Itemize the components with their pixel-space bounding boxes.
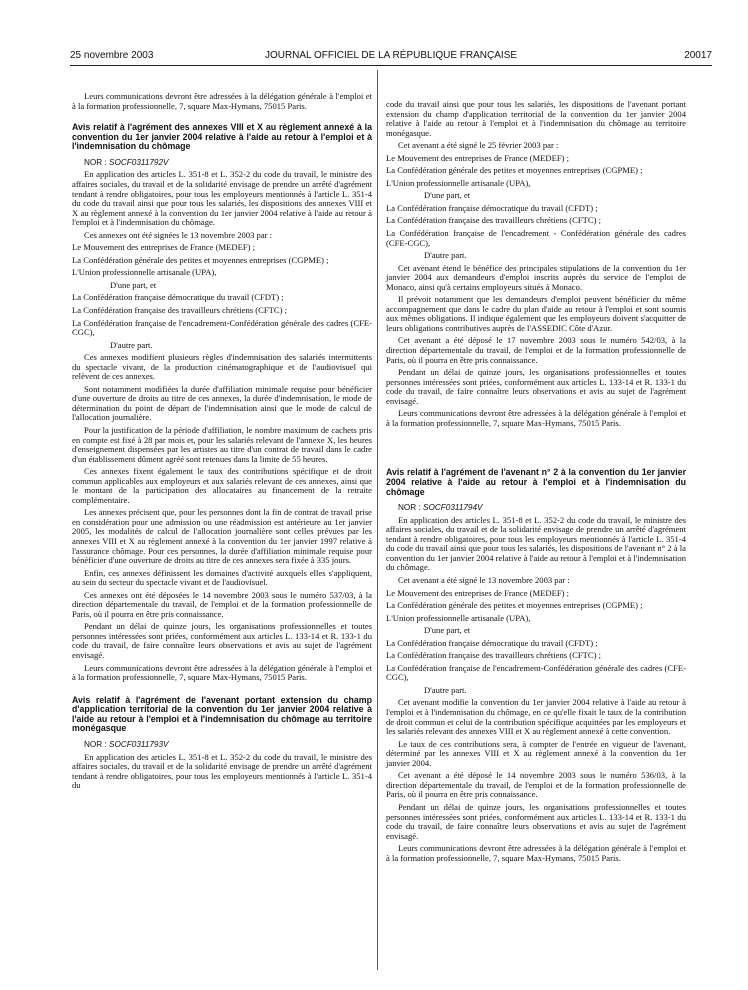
nor-label: NOR :: [84, 740, 107, 750]
signatory: La Confédération française des travailleurs chrétiens (CFTC) ;: [386, 650, 602, 661]
left-column: [72, 92, 372, 794]
paragraph: Le taux de ces contributions sera, à compter de l'entrée en vigueur de l'avenant, déterminé par les annexes VIII et X au règlement annexé à la convention du 1er janvier 2004.: [386, 738, 686, 768]
nor-reference: [386, 503, 686, 513]
signatory: La Confédération générale des petites et moyennes entreprises (CGPME) ;: [72, 254, 329, 265]
signatory: La Confédération générale des petites et moyennes entreprises (CGPME) ;: [386, 600, 643, 611]
paragraph: Pendant un délai de quinze jours, les organisations professionnelles et toutes personnes intéressées sont priées, conformément aux articles L. 133-14 et R. 133-1 du code du travail, de faire connaître leurs observations et avis au sujet de l'agrément envisagé.: [72, 621, 372, 661]
paragraph: Ces annexes ont été signées le 13 novembre 2003 par :: [84, 229, 273, 240]
signatory: La Confédération française démocratique du travail (CFDT) ;: [72, 292, 284, 303]
paragraph: Ces annexes modifient plusieurs règles d'indemnisation des salariés intermittents du spectacle vivant, de la production cinématographique et de l'audiovisuel qui relèvent de ces annexes.: [72, 352, 372, 382]
paragraph: Cet avenant étend le bénéfice des principales stipulations de la convention du 1er janvier 2004 aux demandeurs d'emploi inscrits auprès du service de l'emploi de Monaco, ainsi qu'à certains employeurs situés à Monaco.: [386, 262, 686, 292]
signatory: La Confédération française démocratique du travail (CFDT) ;: [386, 637, 598, 648]
paragraph: Pendant un délai de quinze jours, les organisations professionnelles et toutes personnes intéressées sont priées, conformément aux articles L. 133-14 et R. 133-1 du code du travail, de faire connaître leurs observations et avis au sujet de l'agrément envisagé.: [386, 801, 686, 841]
signatory: La Confédération française de l'encadrement-Confédération générale des cadres (CFE-CGC),: [386, 662, 686, 683]
signatory: La Confédération française des travailleurs chrétiens (CFTC) ;: [386, 215, 602, 226]
party-marker: D'autre part.: [424, 250, 467, 261]
signatory: L'Union professionnelle artisanale (UPA),: [386, 612, 531, 623]
party-marker: D'une part, et: [424, 190, 471, 201]
paragraph: En application des articles L. 351-8 et L. 352-2 du code du travail, le ministre des affaires sociales, du travail et de la solidarité envisage de prendre un arrêté d'agrément tendant à rendre obligatoires, pour tous les employeurs mentionnés à l'article L. 351-4 du code du travail ainsi que pour tous les salariés, les dispositions des annexes VIII et X au règlement annexé à la convention du 1er janvier 2004 relative à l'aide au retour à l'emploi et à l'indemnisation du chômage.: [72, 169, 372, 228]
signatory: La Confédération française de l'encadrement-Confédération générale des cadres (CFE-CGC),: [72, 317, 372, 338]
paragraph: En application des articles L. 351-8 et L. 352-2 du code du travail, le ministre des affaires sociales, du travail et de la solidarité envisage de prendre un arrêté d'agrément tendant à rendre obligatoires, pour tous les employeurs mentionnés à l'article L. 351-4 du: [72, 751, 372, 791]
signatory: La Confédération française démocratique du travail (CFDT) ;: [386, 202, 598, 213]
notice-title: Avis relatif à l'agrément des annexes VIII et X au règlement annexé à la convention du 1er janvier 2004 relative à l'aide au retour à l'emploi et à l'indemnisation du chômage: [72, 122, 372, 152]
paragraph: Cet avenant a été signé le 13 novembre 2003 par :: [398, 575, 570, 586]
paragraph: Cet avenant a été signé le 25 février 2003 par :: [398, 140, 559, 151]
paragraph: Il prévoit notamment que les demandeurs d'emploi peuvent bénéficier du même accompagnement que dans le cadre du plan d'aide au retour à l'emploi et sont soumis aux mêmes obligations. Il indique également que les employeurs doivent s'acquitter de leurs obligations contributives auprès de l'ASSEDIC Côte d'Azur.: [386, 294, 686, 333]
signatory: La Confédération générale des petites et moyennes entreprises (CGPME) ;: [386, 165, 643, 176]
paragraph: Sont notamment modifiées la durée d'affiliation minimale requise pour bénéficier d'une ouverture de droits au titre de ces annexes, la durée d'indemnisation, le mode de détermination du point de départ de l'indemnisation ainsi que le mode de calcul de l'allocation journalière.: [72, 383, 372, 423]
signatory: L'Union professionnelle artisanale (UPA),: [72, 267, 217, 278]
paragraph: Enfin, ces annexes définissent les domaines d'activité auxquels elles s'appliquent, au sein du secteur du spectacle vivant et de l'audiovisuel.: [72, 567, 372, 588]
header-title: JOURNAL OFFICIEL DE LA RÉPUBLIQUE FRANÇAISE: [264, 50, 518, 61]
signatory: Le Mouvement des entreprises de France (MEDEF) ;: [386, 152, 570, 163]
paragraph: Leurs communications devront être adressées à la délégation générale à l'emploi et à la formation professionnelle, 7, square Max-Hymans, 75015 Paris.: [72, 662, 372, 683]
signatory: L'Union professionnelle artisanale (UPA),: [386, 177, 531, 188]
signatory: La Confédération française des travailleurs chrétiens (CFTC) ;: [72, 304, 288, 315]
paragraph: Leurs communications devront être adressées à la délégation générale à l'emploi et à la formation professionnelle, 7, square Max-Hymans, 75015 Paris.: [386, 843, 686, 863]
paragraph: Cet avenant modifie la convention du 1er janvier 2004 relative à l'aide au retour à l'emploi et à l'indemnisation du chômage, en ce qu'elle fixait le taux de la contribution de droit commun et celui de la contribution spécifique acquittées par les employeurs et les salariés relevant des annexes VIII et X au règlement annexé à cette convention.: [386, 697, 686, 737]
signatory: La Confédération française de l'encadrement - Confédération générale des cadres (CFE-CGC),: [386, 228, 686, 248]
paragraph: Ces annexes fixent également le taux des contributions spécifique et de droit commun applicables aux employeurs et aux salariés relevant de ces annexes, ainsi que le montant de la participation des allocataires au financement de la retraite complémentaire.: [72, 466, 372, 505]
paragraph: Pendant un délai de quinze jours, les organisations professionnelles et toutes personnes intéressées sont priées, conformément aux articles L. 133-14 et R. 133-1 du code du travail, de faire connaître leurs observations et avis au sujet de l'agrément envisagé.: [386, 367, 686, 406]
column-divider: [377, 70, 378, 970]
signatory: Le Mouvement des entreprises de France (MEDEF) ;: [386, 587, 570, 598]
nor-code: SOCF0311793V: [109, 740, 169, 750]
paragraph: En application des articles L. 351-8 et L. 352-2 du code du travail, le ministre des affaires sociales, du travail et de la solidarité envisage de prendre un arrêté d'agrément tendant à rendre obligatoires, pour tous les employeurs mentionnés à l'article L. 351-4 du code du travail ainsi que pour tous les salariés, les dispositions de l'avenant n° 2 à la convention du 1er janvier 2004 relative à l'aide au retour à l'emploi et à l'indemnisation du chômage.: [386, 514, 686, 573]
header-rule: [70, 65, 712, 66]
nor-reference: [72, 158, 372, 168]
signatory: Le Mouvement des entreprises de France (MEDEF) ;: [72, 242, 256, 253]
party-marker: D'autre part.: [424, 684, 467, 695]
header-date: 25 novembre 2003: [70, 50, 154, 61]
paragraph: Les annexes précisent que, pour les personnes dont la fin de contrat de travail prise en considération pour une admission ou une réadmission est antérieure au 1er janvier 2005, les modalités de calcul de l'allocation journalière sont celles prévues par les annexes VIII et X au règlement annexé à la convention du 1er janvier 1997 relative à l'assurance chômage. Pour ces personnes, la durée d'affiliation minimale requise pour bénéficier d'une ouverture de droits au titre de ces annexes sera fixée à 335 jours.: [72, 507, 372, 566]
header-page-number: 20017: [684, 50, 712, 61]
party-marker: D'une part, et: [110, 279, 157, 290]
paragraph: Cet avenant a été déposé le 14 novembre 2003 sous le numéro 536/03, à la direction départementale du travail, de l'emploi et de la formation professionnelle de Paris, où il pourra en être pris connaissance.: [386, 770, 686, 800]
nor-reference: [72, 740, 372, 750]
paragraph: Ces annexes ont été déposées le 14 novembre 2003 sous le numéro 537/03, à la direction départementale du travail, de l'emploi et de la formation professionnelle de Paris, où il pourra en être pris connaissance.: [72, 589, 372, 619]
nor-code: SOCF0311792V: [109, 157, 169, 167]
paragraph: code du travail ainsi que pour tous les salariés, les dispositions de l'avenant portant extension du champ d'application territorial de la convention du 1er janvier 2004 relative à l'aide au retour à l'emploi et à l'indemnisation du chômage au territoire monégasque.: [386, 99, 686, 138]
paragraph: Leurs communications devront être adressées à la délégation générale à l'emploi et à la formation professionnelle, 7, square Max-Hymans, 75015 Paris.: [72, 91, 372, 111]
notice-title: Avis relatif à l'agrément de l'avenant portant extension du champ d'application territorial de la convention du 1er janvier 2004 relative à l'aide au retour à l'emploi et à l'indemnisation du chômage au territoire monégasque: [72, 694, 372, 734]
page-header: [70, 50, 712, 64]
party-marker: D'une part, et: [424, 625, 471, 636]
paragraph: Pour la justification de la période d'affiliation, le nombre maximum de cachets pris en compte est fixé à 28 par mois et, pour les salariés relevant de l'annexe X, les heures d'enseignement dispensées par les artistes au titre d'un contrat de travail dans le cadre d'un établissement dûment agréé sont retenues dans la limite de 55 heures.: [72, 425, 372, 464]
notice-title: Avis relatif à l'agrément de l'avenant n° 2 à la convention du 1er janvier 2004 relative à l'aide au retour à l'emploi et à l'indemnisation du chômage: [386, 467, 686, 497]
nor-label: NOR :: [84, 157, 107, 167]
party-marker: D'autre part.: [110, 339, 153, 350]
paragraph: Cet avenant a été déposé le 17 novembre 2003 sous le numéro 542/03, à la direction départementale du travail, de l'emploi et de la formation professionnelle de Paris, où il pourra en être pris connaissance.: [386, 335, 686, 365]
nor-code: SOCF0311794V: [423, 503, 483, 513]
nor-label: NOR :: [398, 503, 421, 513]
right-column: [386, 100, 686, 866]
paragraph: Leurs communications devront être adressées à la délégation générale à l'emploi et à la formation professionnelle, 7, square Max-Hymans, 75015 Paris.: [386, 408, 686, 428]
